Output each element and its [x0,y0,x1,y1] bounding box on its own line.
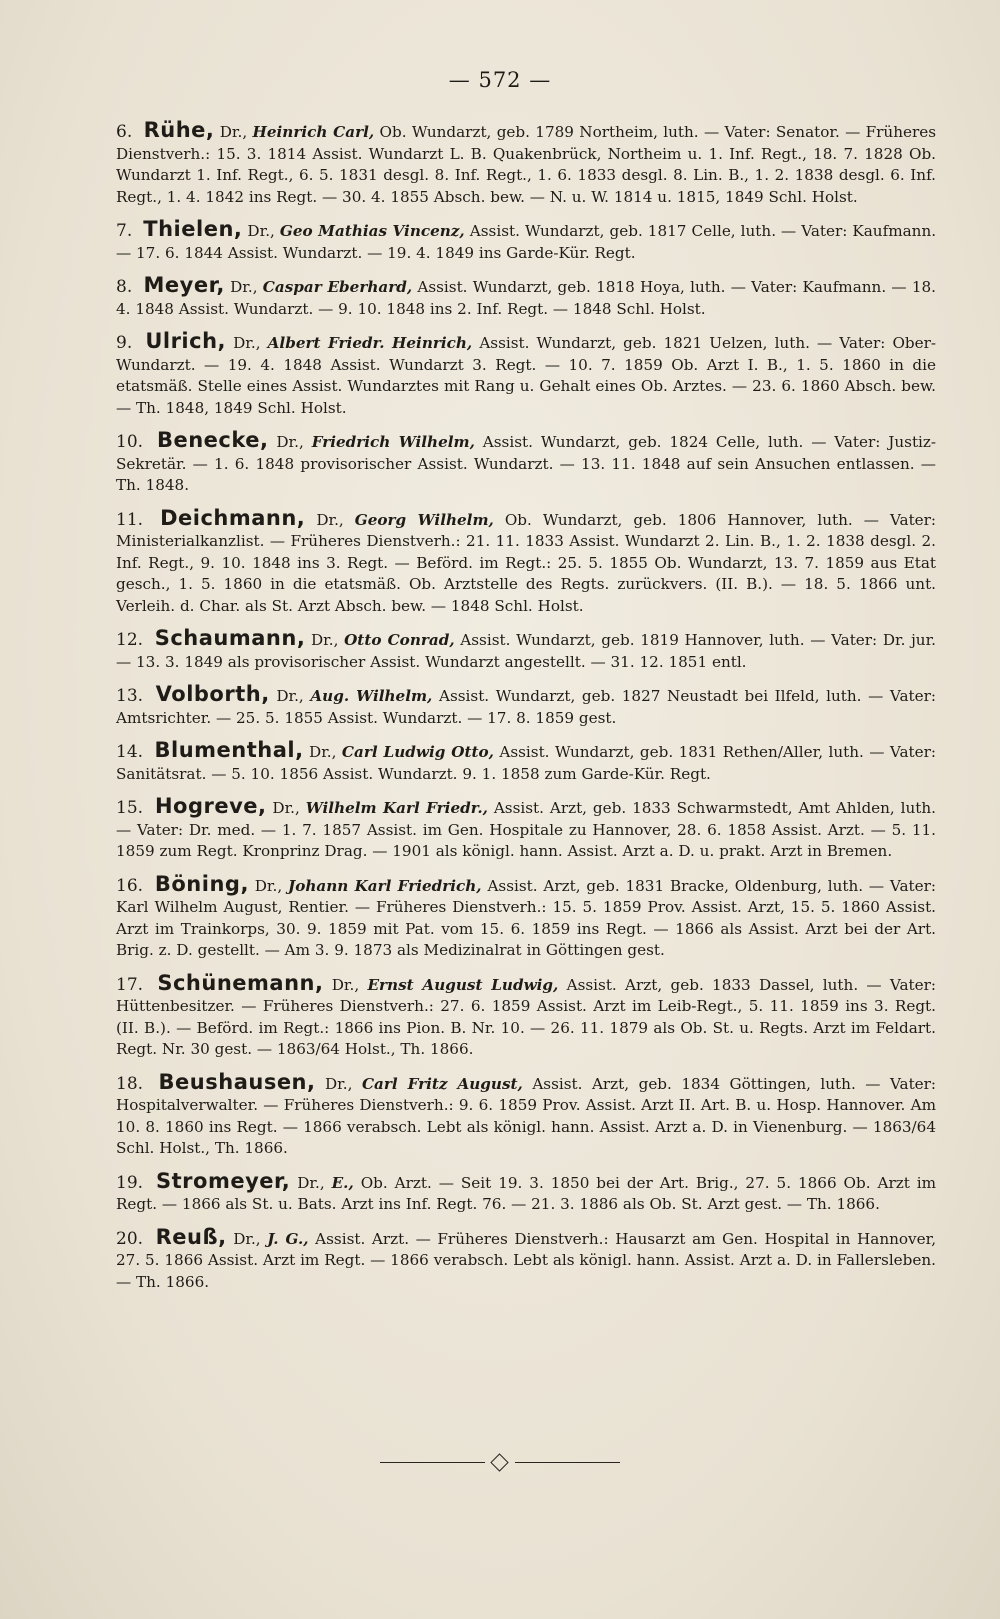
entry-given-names: E., [331,1173,354,1192]
entry-number: 19. [116,1172,144,1193]
entry-title: Dr., [325,1074,353,1093]
entry-number: 7. [116,221,133,241]
list-item [116,684,936,729]
entry-given-names: J. G., [267,1229,309,1248]
entry-list [116,120,936,1304]
entry-number: 14. [116,742,144,762]
entry-surname: Ulrich, [145,329,227,353]
entry-given-names: Otto Conrad, [344,631,455,649]
diamond-ornament-icon [490,1453,508,1471]
entry-text: Ob. Wundarzt, geb. 1789 Northeim, luth. — Vater: Senator. — Früheres Dienstverh.: 15. 3. 1814 Assist. Wundarzt L. B. Quakenbrück, Northeim u. 1. Inf. Regt., 18. 7. 1828 Ob. Wundarzt 1. Inf. Regt., 6. 5. 1831 desgl. 8. Inf. Regt., 1. 6. 1833 desgl. 8. Lin. B., 1. 2. 1838 desgl. 6. Inf. Regt., 1. 4. 1842 ins Regt. — 30. 4. 1855 Absch. bew. — N. u. W. 1814 u. 1815, 1849 Schl. Holst. [116,123,937,206]
entry-given-names: Georg Wilhelm, [354,510,494,529]
entry-title: Dr., [230,278,258,296]
entry-text: Assist. Wundarzt, geb. 1831 Rethen/Aller, luth. — Vater: Sanitätsrat. — 5. 10. 1856 Assist. Wundarzt. 9. 1. 1858 zum Garde-Kür. Regt. [116,743,937,783]
entry-title: Dr., [316,510,344,529]
entry-given-names: Carl Ludwig Otto, [341,743,494,761]
entry-number: 8. [116,277,133,297]
entry-surname: Hogreve, [154,794,267,818]
list-item [116,505,937,618]
entry-title: Dr., [233,1229,261,1248]
entry-given-names: Heinrich Carl, [252,123,375,141]
entry-surname: Benecke, [156,428,269,452]
list-item [116,628,936,673]
list-item [116,1224,937,1294]
entry-surname: Reuß, [155,1224,227,1249]
entry-given-names: Albert Friedr. Heinrich, [267,334,473,352]
entry-title: Dr., [276,433,304,451]
list-item [116,1069,937,1160]
entry-title: Dr., [276,687,304,705]
list-item [116,331,936,419]
entry-title: Dr., [219,123,248,141]
list-item [116,120,936,208]
entry-number: 16. [116,875,144,896]
list-item [116,275,936,320]
entry-title: Dr., [254,876,283,895]
entry-surname: Stromeyer, [156,1168,291,1193]
entry-title: Dr., [310,631,339,649]
list-item [116,871,937,962]
entry-surname: Thielen, [143,217,243,241]
entry-surname: Rühe, [143,118,215,142]
entry-text: Assist. Wundarzt, geb. 1819 Hannover, luth. — Vater: Dr. jur. — 13. 3. 1849 als provisorischer Assist. Wundarzt angestellt. — 31. 12. 1851 entl. [116,631,937,671]
entry-title: Dr., [331,975,360,994]
entry-text: Assist. Arzt, geb. 1833 Dassel, luth. — Vater: Hüttenbesitzer. — Früheres Dienstverh.: 27. 6. 1859 Assist. Arzt im Leib-Regt., 5. 11. 1859 ins 3. Regt. (II. B.). — Beförd. im Regt.: 1866 ins Pion. B. Nr. 10. — 26. 11. 1879 als Ob. St. u. Regts. Arzt im Feldart. Regt. Nr. 30 gest. — 1863/64 Holst., Th. 1866. [116,975,937,1058]
entry-given-names: Johann Karl Friedrich, [288,876,482,895]
entry-number: 11. [116,509,144,530]
list-item [116,970,937,1061]
entry-given-names: Geo Mathias Vincenz, [279,222,465,240]
entry-title: Dr., [297,1173,325,1192]
entry-given-names: Wilhelm Karl Friedr., [305,799,488,817]
entry-number: 6. [116,122,133,142]
entry-text: Assist. Wundarzt, geb. 1821 Uelzen, luth. — Vater: Ober-Wundarzt. — 19. 4. 1848 Assist. Wundarzt 3. Regt. — 10. 7. 1859 Ob. Arzt I. B., 1. 5. 1860 in die etatsmäß. Stelle eines Assist. Wundarztes mit Rang u. Gehalt eines Ob. Arztes. — 23. 6. 1860 Absch. bew. — Th. 1848, 1849 Schl. Holst. [116,334,937,417]
entry-title: Dr., [309,743,337,761]
entry-given-names: Friedrich Wilhelm, [311,433,475,451]
entry-text: Assist. Wundarzt, geb. 1824 Celle, luth. — Vater: Justiz-Sekretär. — 1. 6. 1848 provisorischer Assist. Wundarzt. — 13. 11. 1848 auf sein Ansuchen entlassen. — Th. 1848. [116,433,937,494]
entry-surname: Böning, [154,871,249,896]
list-item [116,219,936,264]
entry-given-names: Carl Fritz August, [361,1074,523,1093]
entry-text: Assist. Wundarzt, geb. 1827 Neustadt bei Ilfeld, luth. — Vater: Amtsrichter. — 25. 5. 1855 Assist. Wundarzt. — 17. 8. 1859 gest. [116,687,937,727]
entry-given-names: Aug. Wilhelm, [310,687,433,705]
entry-title: Dr., [247,222,275,240]
separator-line-right [515,1462,620,1463]
entry-number: 12. [116,630,144,650]
entry-number: 18. [116,1073,144,1094]
entry-surname: Blumenthal, [154,738,304,762]
entry-given-names: Caspar Eberhard, [262,278,413,296]
entry-text: Ob. Arzt. — Seit 19. 3. 1850 bei der Art. Brig., 27. 5. 1866 Ob. Arzt im Regt. — 1866 als St. u. Bats. Arzt ins Inf. Regt. 76. — 21. 3. 1886 als Ob. St. Arzt gest. — Th. 1866. [116,1173,937,1213]
entry-given-names: Ernst August Ludwig, [367,975,559,994]
entry-surname: Deichmann, [160,505,306,530]
entry-text: Assist. Arzt, geb. 1831 Bracke, Oldenburg, luth. — Vater: Karl Wilhelm August, Rentier. — Früheres Dienstverh.: 15. 5. 1859 Prov. Assist. Arzt, 15. 5. 1860 Assist. Arzt im Trainkorps, 30. 9. 1859 mit Pat. vom 15. 6. 1859 ins Regt. — 1866 als Assist. Arzt bei der Art. Brig. z. D. gestellt. — Am 3. 9. 1873 als Medizinalrat in Göttingen gest. [116,876,937,959]
entry-title: Dr., [233,334,261,352]
list-item [116,796,936,863]
entry-number: 9. [116,333,133,353]
entry-text: Assist. Arzt, geb. 1833 Schwarmstedt, Amt Ahlden, luth. — Vater: Dr. med. — 1. 7. 1857 Assist. im Gen. Hospitale zu Hannover, 28. 6. 1858 Assist. Arzt. — 5. 11. 1859 zum Regt. Kronprinz Drag. — 1901 als königl. hann. Assist. Arzt a. D. u. prakt. Arzt in Bremen. [116,799,937,860]
entry-number: 15. [116,798,144,818]
entry-number: 17. [116,974,144,995]
entry-title: Dr., [272,799,300,817]
list-item [116,740,936,785]
closing-separator [380,1453,620,1473]
entry-surname: Beushausen, [158,1069,316,1094]
entry-surname: Meyer, [143,273,225,297]
entry-text: Assist. Wundarzt, geb. 1817 Celle, luth. — Vater: Kaufmann. — 17. 6. 1844 Assist. Wundarzt. — 19. 4. 1849 ins Garde-Kür. Regt. [116,222,937,262]
page-number: — 572 — [448,68,552,92]
list-item [116,430,936,497]
entry-number: 10. [116,432,144,452]
entry-text: Assist. Arzt. — Früheres Dienstverh.: Hausarzt am Gen. Hospital in Hannover, 27. 5. 1866 Assist. Arzt im Regt. — 1866 verabsch. Lebt als königl. hann. Assist. Arzt a. D. in Fallersleben. — Th. 1866. [116,1229,937,1291]
entry-number: 20. [116,1228,144,1249]
list-item [116,1168,937,1216]
entry-text: Ob. Wundarzt, geb. 1806 Hannover, luth. — Vater: Ministerialkanzlist. — Früheres Dienstverh.: 21. 11. 1833 Assist. Wundarzt 2. Lin. B., 1. 2. 1838 desgl. 2. Inf. Regt., 9. 10. 1848 ins 3. Regt. — Beförd. im Regt.: 25. 5. 1855 Ob. Wundarzt, 13. 7. 1859 aus Etat gesch., 1. 5. 1860 in die etatsmäß. Ob. Arztstelle des Regts. zurückvers. (II. B.). — 18. 5. 1866 unt. Verleih. d. Char. als St. Arzt Absch. bew. — 1848 Schl. Holst. [116,510,937,615]
entry-surname: Volborth, [155,682,270,706]
separator-line-left [380,1462,485,1463]
entry-text: Assist. Arzt, geb. 1834 Göttingen, luth. — Vater: Hospitalverwalter. — Früheres Dienstverh.: 9. 6. 1859 Prov. Assist. Arzt II. Art. B. u. Hosp. Hannover. Am 10. 8. 1860 ins Regt. — 1866 verabsch. Lebt als königl. hann. Assist. Arzt a. D. in Vienenburg. — 1863/64 Schl. Holst., Th. 1866. [116,1074,937,1157]
entry-text: Assist. Wundarzt, geb. 1818 Hoya, luth. — Vater: Kaufmann. — 18. 4. 1848 Assist. Wundarzt. — 9. 10. 1848 ins 2. Inf. Regt. — 1848 Schl. Holst. [116,278,937,318]
entry-surname: Schünemann, [157,970,324,995]
entry-surname: Schaumann, [154,626,306,650]
entry-number: 13. [116,686,144,706]
